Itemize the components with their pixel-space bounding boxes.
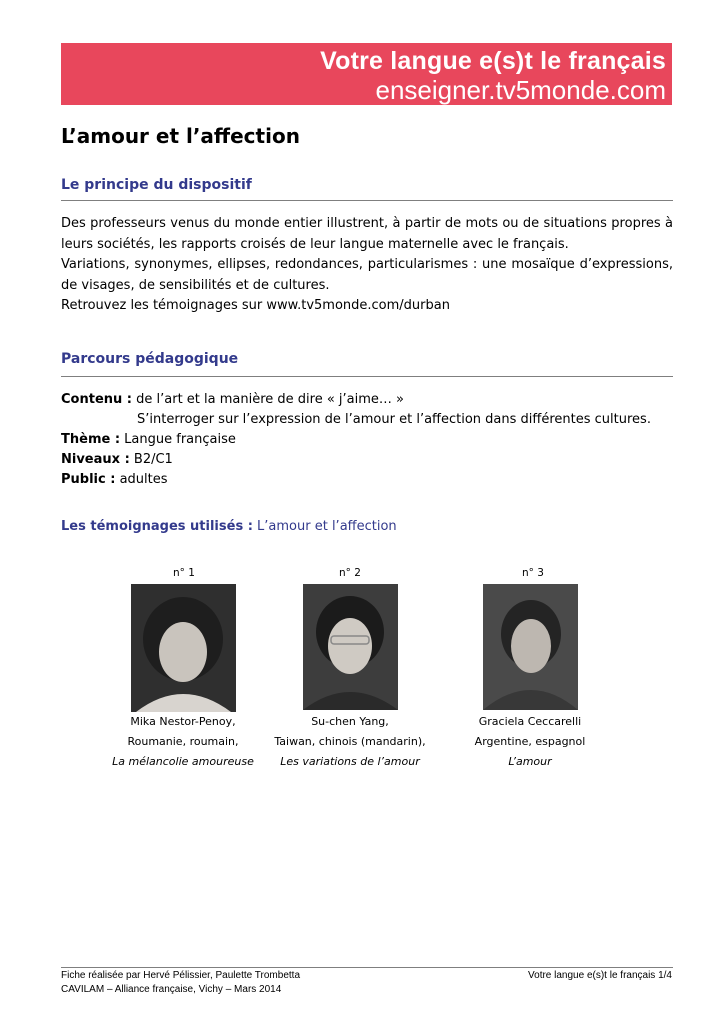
portrait-image: [303, 584, 398, 710]
contenu-value-2: S’interroger sur l’expression de l’amour et l’affection dans différentes cultures.: [137, 412, 651, 427]
principe-paragraph-2: Variations, synonymes, ellipses, redondances, particularismes : une mosaïque d’expressions, de visages, de sensibilités et de cultures.: [61, 257, 673, 293]
principe-text: [61, 214, 673, 317]
banner-title: Votre langue e(s)t le français: [320, 47, 666, 75]
testimonial-title-1[interactable]: La mélancolie amoureuse: [112, 755, 254, 768]
section-divider: [61, 376, 673, 377]
section-heading-principe: Le principe du dispositif: [61, 177, 252, 193]
temoignages-heading: [61, 519, 397, 534]
portrait-image: [131, 584, 236, 712]
theme-line: [61, 430, 236, 450]
niveaux-label: Niveaux :: [61, 452, 130, 467]
testimonial-name-1: Mika Nestor-Penoy,: [130, 715, 236, 728]
principe-paragraph-3: Retrouvez les témoignages sur www.tv5monde.com/durban: [61, 298, 450, 313]
principe-paragraph-1: Des professeurs venus du monde entier illustrent, à partir de mots ou de situations propres à leurs sociétés, les rapports croisés de leur langue maternelle avec le français.: [61, 216, 673, 252]
theme-label: Thème :: [61, 432, 121, 447]
testimonial-title-3[interactable]: L’amour: [508, 755, 552, 768]
banner-url: enseigner.tv5monde.com: [375, 75, 666, 105]
testimonial-name-3: Graciela Ceccarelli: [478, 715, 582, 728]
contenu-line: [61, 390, 404, 410]
testimonial-origin-1: Roumanie, roumain,: [127, 735, 239, 748]
footer-credits-1: Fiche réalisée par Hervé Pélissier, Paulette Trombetta: [61, 970, 300, 981]
niveaux-value: B2/C1: [133, 452, 173, 467]
testimonial-number-1: n° 1: [173, 567, 195, 579]
testimonial-photo-1[interactable]: [131, 584, 236, 712]
testimonial-name-2: Su-chen Yang,: [311, 715, 389, 728]
page-title: L’amour et l’affection: [61, 124, 300, 148]
testimonial-photo-3[interactable]: [483, 584, 578, 710]
contenu-label: Contenu :: [61, 392, 132, 407]
header-banner: [61, 43, 672, 105]
footer-credits-2: CAVILAM – Alliance française, Vichy – Mars 2014: [61, 984, 282, 995]
contenu-value: de l’art et la manière de dire « j’aime… »: [136, 392, 405, 407]
footer-divider: [61, 967, 673, 968]
testimonial-number-2: n° 2: [339, 567, 361, 579]
testimonial-title-2[interactable]: Les variations de l’amour: [280, 755, 420, 768]
section-heading-parcours: Parcours pédagogique: [61, 351, 239, 367]
testimonial-photo-2[interactable]: [303, 584, 398, 710]
testimonial-origin-3: Argentine, espagnol: [474, 735, 586, 748]
portrait-image: [483, 584, 578, 710]
theme-value: Langue française: [124, 432, 236, 447]
public-line: [61, 470, 168, 490]
temoignages-label: Les témoignages utilisés :: [61, 519, 253, 534]
testimonial-origin-2: Taiwan, chinois (mandarin),: [274, 735, 426, 748]
niveaux-line: [61, 450, 173, 470]
testimonial-caption-1: [93, 712, 273, 772]
section-divider: [61, 200, 673, 201]
temoignages-value: L’amour et l’affection: [257, 519, 397, 534]
testimonial-caption-2: [260, 712, 440, 772]
testimonial-number-3: n° 3: [522, 567, 544, 579]
footer-page-info: Votre langue e(s)t le français 1/4: [528, 970, 672, 981]
public-value: adultes: [119, 472, 168, 487]
testimonial-caption-3: [440, 712, 620, 772]
public-label: Public :: [61, 472, 116, 487]
